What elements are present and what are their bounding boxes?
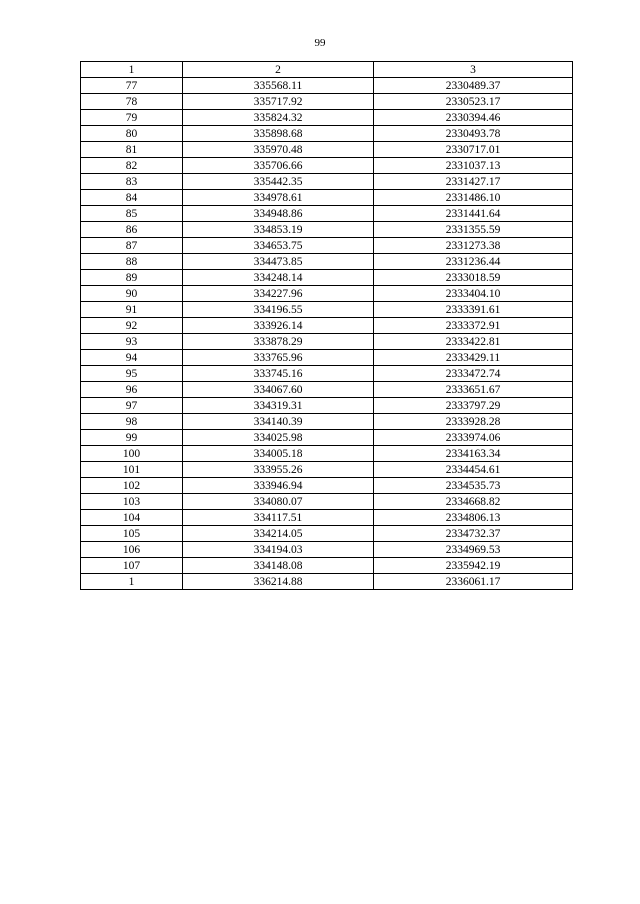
y-coordinate-cell: 2335942.19 xyxy=(374,558,573,574)
table-row xyxy=(81,510,573,526)
table-row xyxy=(81,350,573,366)
header-row xyxy=(81,62,573,78)
point-number-cell: 81 xyxy=(81,142,183,158)
point-number-cell: 90 xyxy=(81,286,183,302)
y-coordinate-cell: 2334454.61 xyxy=(374,462,573,478)
y-coordinate-cell: 2333422.81 xyxy=(374,334,573,350)
point-number-cell: 93 xyxy=(81,334,183,350)
table-row xyxy=(81,526,573,542)
y-coordinate-cell: 2330394.46 xyxy=(374,110,573,126)
table-row xyxy=(81,462,573,478)
table-row xyxy=(81,222,573,238)
point-number-cell: 97 xyxy=(81,398,183,414)
x-coordinate-cell: 334196.55 xyxy=(183,302,374,318)
x-coordinate-cell: 336214.88 xyxy=(183,574,374,590)
y-coordinate-cell: 2331427.17 xyxy=(374,174,573,190)
x-coordinate-cell: 335568.11 xyxy=(183,78,374,94)
table-row xyxy=(81,446,573,462)
point-number-cell: 105 xyxy=(81,526,183,542)
y-coordinate-cell: 2333974.06 xyxy=(374,430,573,446)
point-number-cell: 86 xyxy=(81,222,183,238)
x-coordinate-cell: 335717.92 xyxy=(183,94,374,110)
table-row xyxy=(81,206,573,222)
table-row xyxy=(81,126,573,142)
y-coordinate-cell: 2331273.38 xyxy=(374,238,573,254)
x-coordinate-cell: 334214.05 xyxy=(183,526,374,542)
y-coordinate-cell: 2331236.44 xyxy=(374,254,573,270)
y-coordinate-cell: 2333404.10 xyxy=(374,286,573,302)
y-coordinate-cell: 2333018.59 xyxy=(374,270,573,286)
coordinates-table xyxy=(80,61,573,590)
table-row xyxy=(81,494,573,510)
x-coordinate-cell: 334080.07 xyxy=(183,494,374,510)
table-row xyxy=(81,158,573,174)
point-number-cell: 85 xyxy=(81,206,183,222)
y-coordinate-cell: 2334163.34 xyxy=(374,446,573,462)
x-coordinate-cell: 333745.16 xyxy=(183,366,374,382)
table-row xyxy=(81,238,573,254)
point-number-cell: 83 xyxy=(81,174,183,190)
x-coordinate-cell: 334148.08 xyxy=(183,558,374,574)
header-cell-point: 1 xyxy=(81,62,183,78)
y-coordinate-cell: 2333391.61 xyxy=(374,302,573,318)
y-coordinate-cell: 2331037.13 xyxy=(374,158,573,174)
x-coordinate-cell: 334948.86 xyxy=(183,206,374,222)
point-number-cell: 1 xyxy=(81,574,183,590)
x-coordinate-cell: 335898.68 xyxy=(183,126,374,142)
x-coordinate-cell: 335970.48 xyxy=(183,142,374,158)
table-row xyxy=(81,382,573,398)
x-coordinate-cell: 334005.18 xyxy=(183,446,374,462)
point-number-cell: 95 xyxy=(81,366,183,382)
table-row xyxy=(81,334,573,350)
x-coordinate-cell: 334473.85 xyxy=(183,254,374,270)
y-coordinate-cell: 2334668.82 xyxy=(374,494,573,510)
y-coordinate-cell: 2334806.13 xyxy=(374,510,573,526)
y-coordinate-cell: 2331441.64 xyxy=(374,206,573,222)
point-number-cell: 98 xyxy=(81,414,183,430)
x-coordinate-cell: 334140.39 xyxy=(183,414,374,430)
x-coordinate-cell: 334248.14 xyxy=(183,270,374,286)
y-coordinate-cell: 2333372.91 xyxy=(374,318,573,334)
table-row xyxy=(81,398,573,414)
point-number-cell: 99 xyxy=(81,430,183,446)
header-cell-x: 2 xyxy=(183,62,374,78)
x-coordinate-cell: 333765.96 xyxy=(183,350,374,366)
table-row xyxy=(81,302,573,318)
y-coordinate-cell: 2331355.59 xyxy=(374,222,573,238)
point-number-cell: 87 xyxy=(81,238,183,254)
y-coordinate-cell: 2334535.73 xyxy=(374,478,573,494)
table-row xyxy=(81,142,573,158)
point-number-cell: 82 xyxy=(81,158,183,174)
y-coordinate-cell: 2330493.78 xyxy=(374,126,573,142)
point-number-cell: 94 xyxy=(81,350,183,366)
point-number-cell: 104 xyxy=(81,510,183,526)
y-coordinate-cell: 2334732.37 xyxy=(374,526,573,542)
x-coordinate-cell: 334853.19 xyxy=(183,222,374,238)
header-cell-y: 3 xyxy=(374,62,573,78)
y-coordinate-cell: 2333429.11 xyxy=(374,350,573,366)
x-coordinate-cell: 334978.61 xyxy=(183,190,374,206)
point-number-cell: 89 xyxy=(81,270,183,286)
x-coordinate-cell: 334025.98 xyxy=(183,430,374,446)
table-row xyxy=(81,270,573,286)
point-number-cell: 96 xyxy=(81,382,183,398)
x-coordinate-cell: 334194.03 xyxy=(183,542,374,558)
point-number-cell: 92 xyxy=(81,318,183,334)
page-number: 99 xyxy=(314,37,326,49)
point-number-cell: 101 xyxy=(81,462,183,478)
y-coordinate-cell: 2333797.29 xyxy=(374,398,573,414)
table-row xyxy=(81,174,573,190)
table-header xyxy=(81,62,573,78)
point-number-cell: 77 xyxy=(81,78,183,94)
table-row xyxy=(81,478,573,494)
x-coordinate-cell: 333878.29 xyxy=(183,334,374,350)
table-row xyxy=(81,190,573,206)
y-coordinate-cell: 2334969.53 xyxy=(374,542,573,558)
x-coordinate-cell: 334227.96 xyxy=(183,286,374,302)
table-row xyxy=(81,318,573,334)
x-coordinate-cell: 335824.32 xyxy=(183,110,374,126)
y-coordinate-cell: 2333928.28 xyxy=(374,414,573,430)
point-number-cell: 91 xyxy=(81,302,183,318)
x-coordinate-cell: 334117.51 xyxy=(183,510,374,526)
x-coordinate-cell: 335442.35 xyxy=(183,174,374,190)
table-row xyxy=(81,542,573,558)
point-number-cell: 100 xyxy=(81,446,183,462)
y-coordinate-cell: 2333472.74 xyxy=(374,366,573,382)
table-row xyxy=(81,78,573,94)
point-number-cell: 78 xyxy=(81,94,183,110)
point-number-cell: 106 xyxy=(81,542,183,558)
point-number-cell: 107 xyxy=(81,558,183,574)
x-coordinate-cell: 334319.31 xyxy=(183,398,374,414)
x-coordinate-cell: 335706.66 xyxy=(183,158,374,174)
x-coordinate-cell: 334067.60 xyxy=(183,382,374,398)
y-coordinate-cell: 2330717.01 xyxy=(374,142,573,158)
point-number-cell: 80 xyxy=(81,126,183,142)
table-row xyxy=(81,254,573,270)
table-body xyxy=(81,78,573,590)
point-number-cell: 103 xyxy=(81,494,183,510)
table-row xyxy=(81,574,573,590)
point-number-cell: 88 xyxy=(81,254,183,270)
y-coordinate-cell: 2330523.17 xyxy=(374,94,573,110)
x-coordinate-cell: 333955.26 xyxy=(183,462,374,478)
x-coordinate-cell: 333946.94 xyxy=(183,478,374,494)
point-number-cell: 84 xyxy=(81,190,183,206)
table-row xyxy=(81,110,573,126)
table-row xyxy=(81,366,573,382)
y-coordinate-cell: 2330489.37 xyxy=(374,78,573,94)
table-row xyxy=(81,286,573,302)
table-row xyxy=(81,558,573,574)
table-row xyxy=(81,430,573,446)
x-coordinate-cell: 334653.75 xyxy=(183,238,374,254)
y-coordinate-cell: 2331486.10 xyxy=(374,190,573,206)
x-coordinate-cell: 333926.14 xyxy=(183,318,374,334)
table-row xyxy=(81,414,573,430)
y-coordinate-cell: 2336061.17 xyxy=(374,574,573,590)
point-number-cell: 102 xyxy=(81,478,183,494)
point-number-cell: 79 xyxy=(81,110,183,126)
table-row xyxy=(81,94,573,110)
y-coordinate-cell: 2333651.67 xyxy=(374,382,573,398)
